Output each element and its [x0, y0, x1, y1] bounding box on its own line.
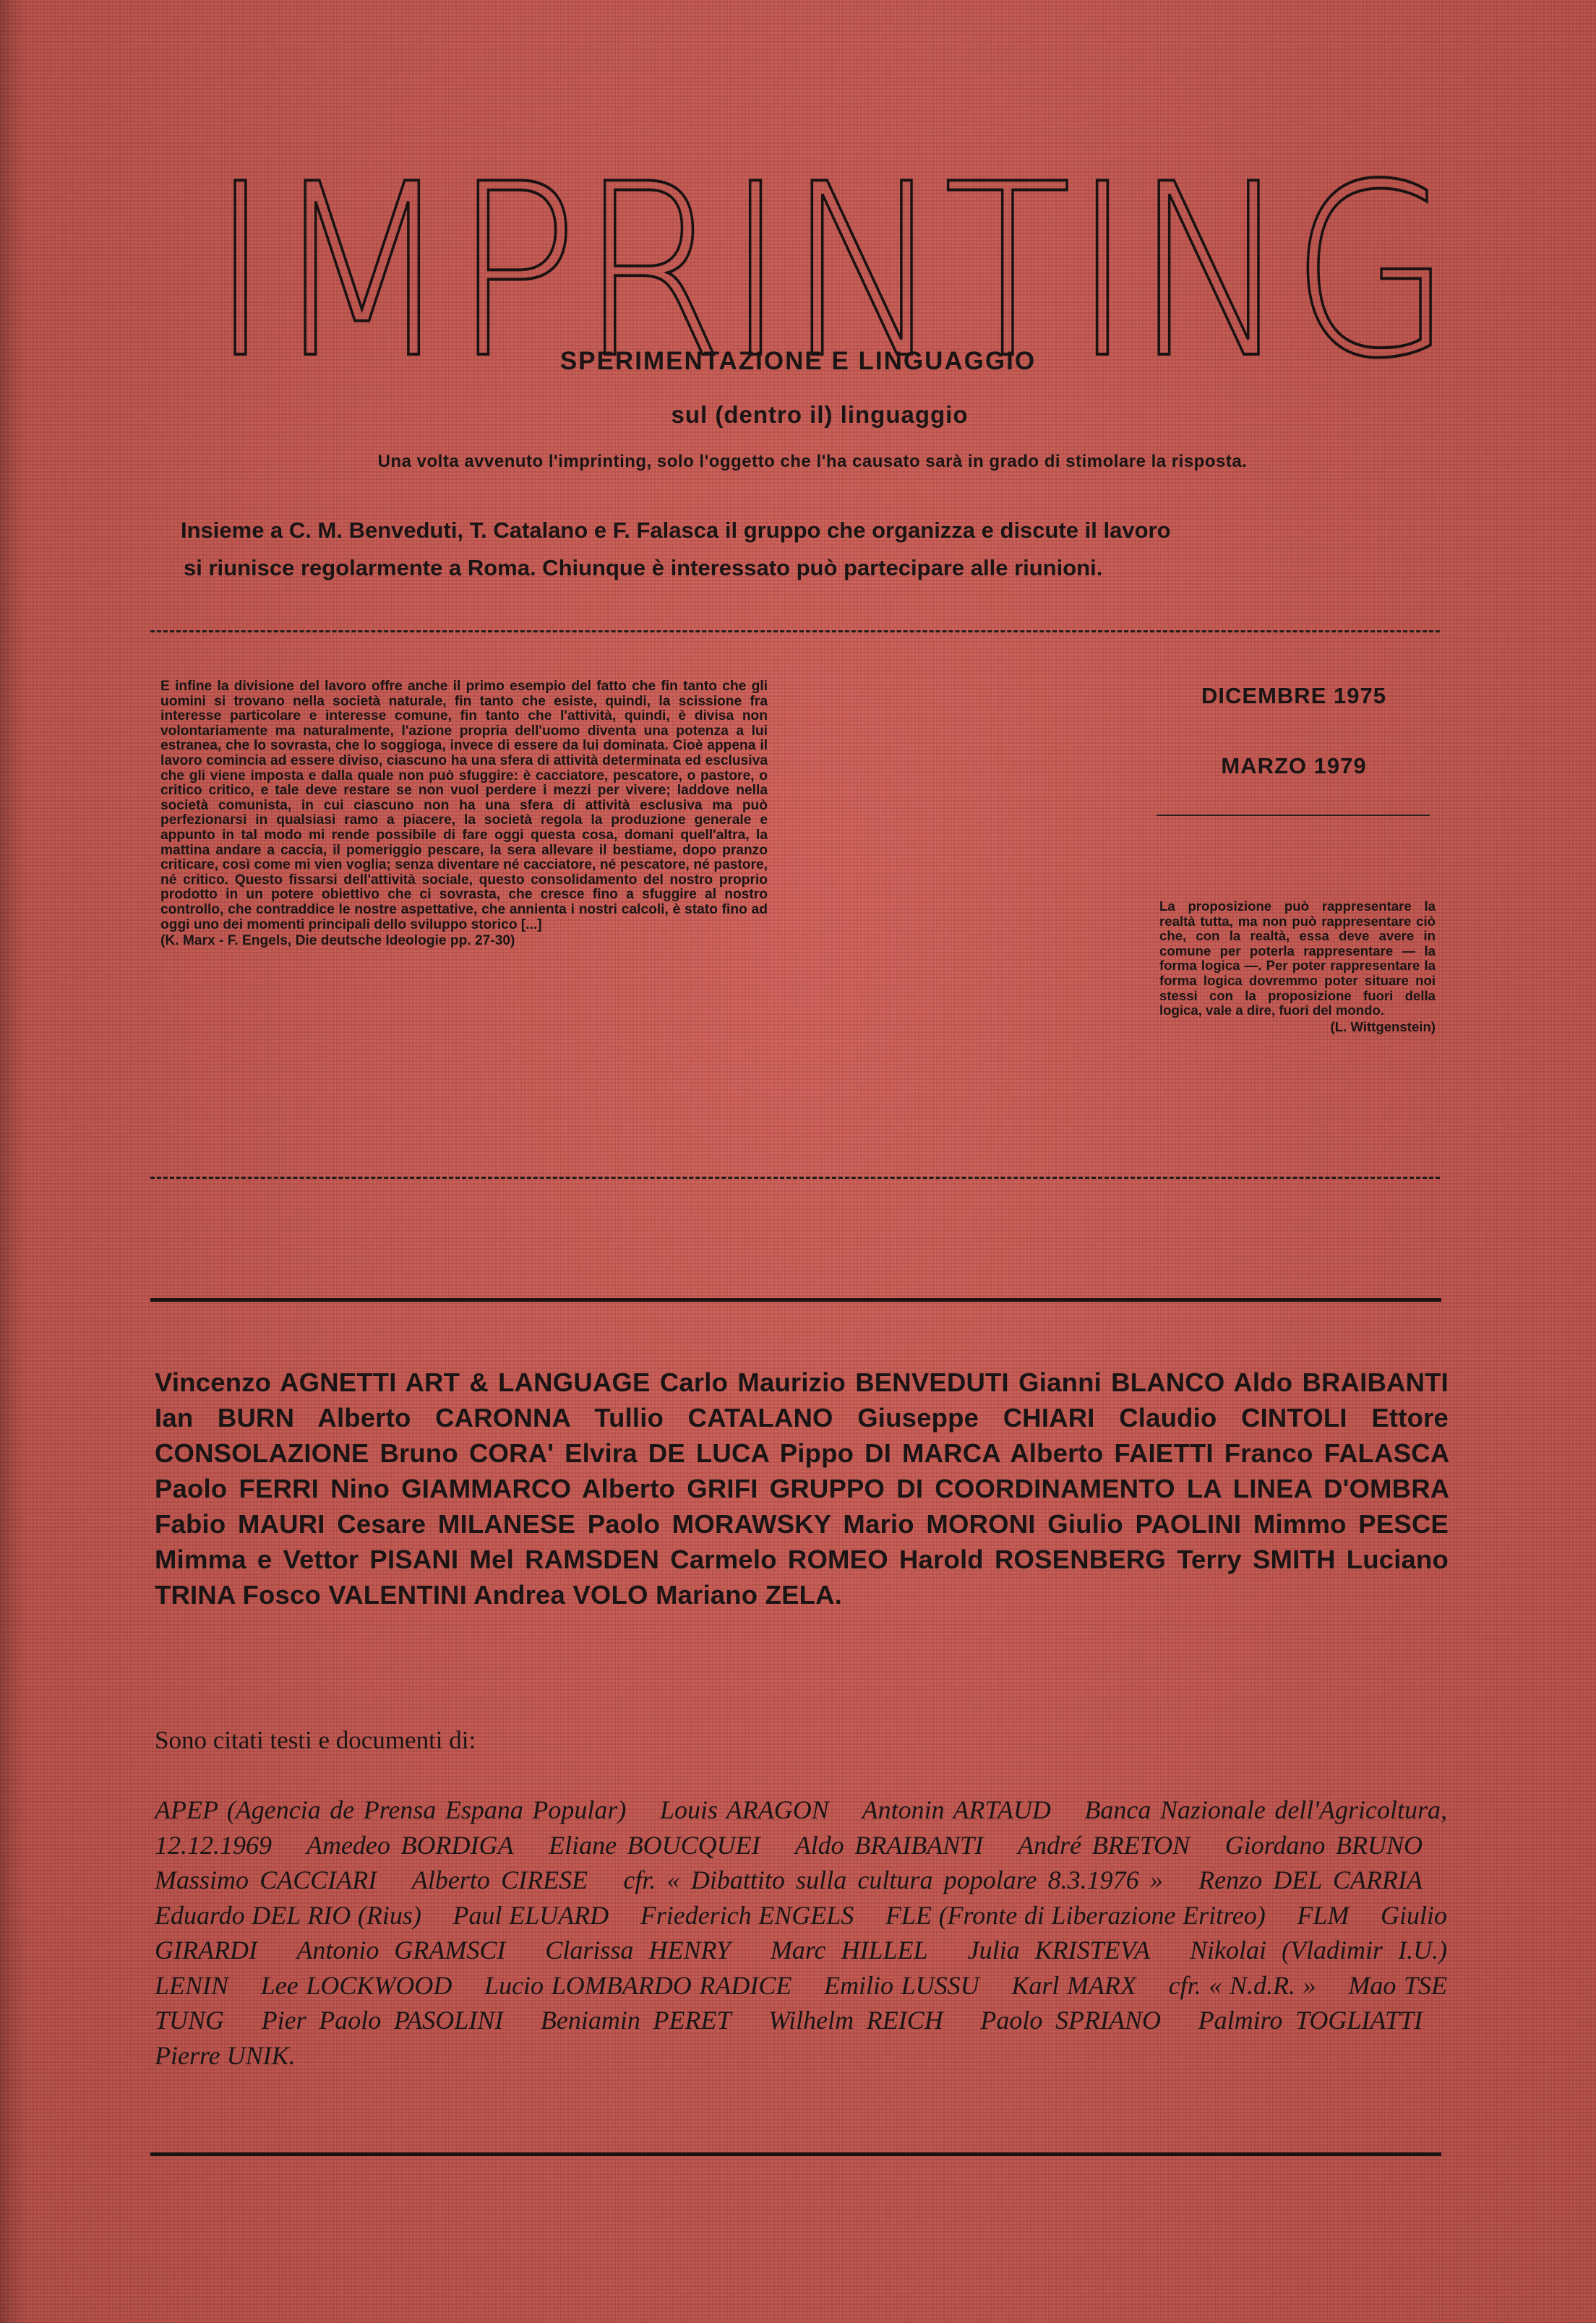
participant-name: Elvira DE LUCA: [565, 1438, 769, 1468]
cited-intro: Sono citati testi e documenti di:: [155, 1726, 476, 1754]
cited-author: APEP (Agencia de Prensa Espana Popular): [155, 1795, 627, 1824]
participant-name: Andrea VOLO: [473, 1580, 648, 1610]
participant-name: Ettore CONSOLAZIONE: [155, 1403, 1449, 1468]
participant-name: Tullio CATALANO: [594, 1403, 833, 1433]
participant-name: Cesare MILANESE: [337, 1509, 576, 1539]
sub-subtitle: sul (dentro il) linguaggio: [671, 401, 969, 428]
cited-author: Pierre UNIK.: [155, 2040, 296, 2070]
cited-author: Emilio LUSSU: [824, 1970, 979, 2000]
cited-author: Nikolai (Vladimir I.U.) LENIN: [155, 1936, 1448, 2000]
participant-name: Carlo Maurizio BENVEDUTI: [659, 1367, 1009, 1397]
cited-author: Marc HILLEL: [770, 1936, 928, 1965]
cited-author: Aldo BRAIBANTI: [794, 1830, 984, 1860]
participant-name: Harold ROSENBERG: [898, 1545, 1167, 1574]
title-text: IMPRINTING: [210, 137, 1453, 376]
divider-dashed-top: [150, 630, 1440, 632]
cited-author: Karl MARX: [1011, 1970, 1137, 2000]
participant-name: Pippo DI MARCA: [779, 1438, 1000, 1468]
participant-name: Gianni BLANCO: [1018, 1367, 1225, 1397]
divider-thick-bottom: [150, 2152, 1441, 2156]
cited-author: Friederich ENGELS: [640, 1900, 854, 1930]
cover-title: [210, 137, 1453, 376]
participant-name: Alberto FAIETTI: [1010, 1438, 1214, 1468]
cited-author: Antonio GRAMSCI: [296, 1936, 506, 1965]
cited-author: Paolo SPRIANO: [980, 2006, 1162, 2035]
cited-author: Alberto CIRESE: [411, 1865, 588, 1894]
participant-name: Fosco VALENTINI: [242, 1580, 468, 1610]
cited-author: Louis ARAGON: [659, 1795, 829, 1824]
participant-name: Mario MORONI: [843, 1509, 1036, 1539]
participant-name: Luciano TRINA: [155, 1545, 1449, 1610]
cited-author: Beniamin PERET: [540, 2006, 732, 2035]
participant-name: Claudio CINTOLI: [1119, 1403, 1347, 1433]
intro-line-1: Insieme a C. M. Benveduti, T. Catalano e F. Falasca il gruppo che organizza e discute il lavoro: [181, 518, 1171, 543]
cited-author: Lucio LOMBARDO RADICE: [484, 1970, 792, 2000]
participant-name: Ian BURN: [155, 1403, 295, 1433]
cited-author: cfr. « Dibattito sulla cultura popolare 8.3.1976 »: [623, 1865, 1163, 1894]
cited-author: cfr. « N.d.R. »: [1168, 1970, 1316, 2000]
participant-name: Giulio PAOLINI: [1047, 1509, 1242, 1539]
participant-name: Mimma e Vettor PISANI: [155, 1545, 459, 1574]
intro-line-2: si riunisce regolarmente a Roma. Chiunque è interessato può partecipare alle riunioni.: [184, 555, 1103, 580]
participant-name: Nino GIAMMARCO: [330, 1474, 572, 1503]
participant-name: Paolo FERRI: [155, 1474, 319, 1503]
participant-name: GRUPPO DI COORDINAMENTO: [769, 1474, 1175, 1503]
cited-author: Giulio GIRARDI: [155, 1900, 1447, 1965]
participant-name: Mimmo PESCE: [1253, 1509, 1449, 1539]
participant-name: Vincenzo AGNETTI: [155, 1367, 397, 1397]
participant-name: Carmelo ROMEO: [670, 1545, 888, 1574]
cited-author: Lee LOCKWOOD: [260, 1970, 452, 2000]
wittgenstein-quote-text: La proposizione può rappresentare la realtà tutta, ma non può rappresentare ciò che, con la realtà, essa deve avere in comune per poterla rappresentare — la forma logica —. Per poter rappresentare la forma logica dovremmo poter situare noi stessi con la proposizione fuori della logica, vale a dire, fuori del mondo.: [1159, 898, 1436, 1018]
cited-author: Julia KRISTEVA: [967, 1936, 1150, 1965]
cited-author: Antonin ARTAUD: [862, 1795, 1051, 1824]
motto: Una volta avvenuto l'imprinting, solo l'oggetto che l'ha causato sarà in grado di stimolare la risposta.: [377, 452, 1248, 471]
cited-author: Amedeo BORDIGA: [306, 1830, 514, 1860]
cited-author: Eduardo DEL RIO (Rius): [155, 1900, 421, 1930]
cited-author: André BRETON: [1018, 1830, 1190, 1860]
participant-name: Franco FALASCA: [1224, 1438, 1449, 1468]
wittgenstein-quote-citation: (L. Wittgenstein): [1330, 1018, 1436, 1034]
divider-thick-middle: [150, 1298, 1441, 1302]
cited-author: Eliane BOUCQUEI: [549, 1830, 760, 1860]
marx-quote-citation: (K. Marx - F. Engels, Die deutsche Ideologie pp. 27-30): [160, 933, 515, 949]
dates-divider: [1157, 815, 1430, 816]
cited-author: FLM: [1297, 1900, 1350, 1930]
participant-name: LA LINEA D'OMBRA: [1186, 1474, 1449, 1503]
cited-author: Mao TSE TUNG: [155, 1970, 1448, 2035]
date-start: DICEMBRE 1975: [1201, 683, 1386, 708]
participant-name: Terry SMITH: [1177, 1545, 1336, 1574]
participant-name: Bruno CORA': [379, 1438, 554, 1468]
cited-author: FLE (Fronte di Liberazione Eritreo): [885, 1900, 1266, 1930]
cited-author: Palmiro TOGLIATTI: [1198, 2006, 1423, 2035]
cited-author: Paul ELUARD: [452, 1900, 609, 1930]
participant-name: Mel RAMSDEN: [469, 1545, 660, 1574]
participant-name: Fabio MAURI: [155, 1509, 325, 1539]
title-lettering: [210, 137, 1453, 376]
marx-quote-text: E infine la divisione del lavoro offre anche il primo esempio del fatto che fin tanto che gli uomini si trovano nella società naturale, fin tanto che esiste, quindi, la scissione fra interesse particolare e interesse comune, fin tanto che l'attività, quindi, è divisa non volontariamente ma naturalmente, l'azione propria dell'uomo diventa una potenza a lui estranea, che lo sovrasta, che lo soggioga, invece di essere da lui dominata. Cioè appena il lavoro comincia ad essere diviso, ciascuno ha una sfera di attività determinata ed esclusiva che gli viene imposta e dalla quale non può sfuggire: è cacciatore, pescatore, o pastore, o critico critico, e tale deve restare se non vuol perdere i mezzi per vivere; laddove nella società comunista, in cui ciascuno non ha una sfera di attività esclusiva ma può perfezionarsi in qualsiasi ramo a piacere, la società regola la produzione generale e appunto in tal modo mi rende possibile di fare oggi questa cosa, domani quell'altra, la mattina andare a caccia, il pomeriggio pescare, la sera allevare il bestiame, dopo pranzo criticare, così come mi vien voglia; senza diventare né cacciatore, né pescatore, né pastore, né critico. Questo fissarsi dell'attività sociale, questo consolidamento del nostro proprio prodotto in un potere obiettivo che ci sovrasta, che cresce fino a sfuggire al nostro controllo, che contraddice le nostre aspettative, che annienta i nostri calcoli, è stato fino ad oggi uno dei momenti principali dello sviluppo storico [...]: [160, 679, 768, 932]
participant-name: Paolo MORAWSKY: [587, 1509, 831, 1539]
participant-name: Alberto GRIFI: [581, 1474, 758, 1503]
divider-dashed-middle: [150, 1177, 1440, 1179]
cited-author: Giordano BRUNO: [1224, 1830, 1423, 1860]
participant-name: ART & LANGUAGE: [405, 1367, 651, 1397]
cited-author: Wilhelm REICH: [768, 2006, 943, 2035]
cited-author: Banca Nazionale dell'Agricoltura, 12.12.1969: [155, 1795, 1448, 1860]
cited-authors-list: [155, 1792, 1447, 2073]
wittgenstein-quote: [1159, 899, 1436, 1034]
participants-list: [155, 1365, 1449, 1613]
subtitle: SPERIMENTAZIONE E LINGUAGGIO: [559, 347, 1037, 375]
date-end: MARZO 1979: [1221, 753, 1367, 778]
cited-author: Renzo DEL CARRIA: [1198, 1865, 1423, 1894]
cited-author: Massimo CACCIARI: [155, 1865, 377, 1894]
participant-name: Mariano ZELA.: [655, 1580, 843, 1610]
marx-quote: [160, 679, 768, 1126]
cited-author: Clarissa HENRY: [545, 1936, 731, 1965]
participant-name: Aldo BRAIBANTI: [1233, 1367, 1449, 1397]
participant-name: Alberto CARONNA: [317, 1403, 570, 1433]
participant-name: Giuseppe CHIARI: [857, 1403, 1095, 1433]
cited-author: Pier Paolo PASOLINI: [261, 2006, 504, 2035]
